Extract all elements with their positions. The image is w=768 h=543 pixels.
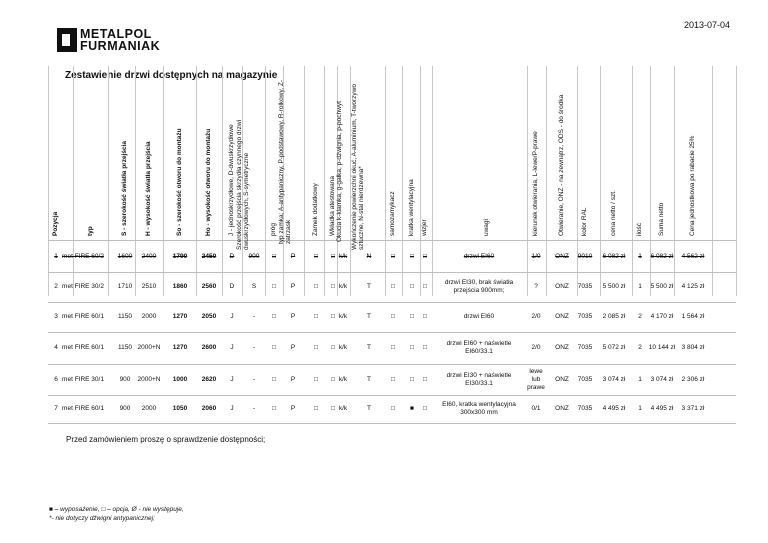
cell-dod: □ [314, 253, 318, 260]
cell-szer: - [252, 344, 256, 351]
cell-typ: met FIRE 60/2 [62, 253, 104, 260]
column-header: cena netto / szt. [610, 190, 617, 236]
cell-samo: □ [391, 344, 395, 351]
cell-ral: 7035 [577, 405, 593, 412]
cell-otw: ONZ [555, 313, 569, 320]
cell-S: 1600 [117, 253, 133, 260]
cell-wkl: □ [331, 405, 335, 412]
cell-szer: - [252, 376, 256, 383]
column-divider [527, 66, 528, 296]
cell-samo: □ [391, 405, 395, 412]
cell-Ho: 2620 [201, 376, 217, 383]
cell-So: 1790 [172, 253, 188, 260]
cell-prog: □ [272, 405, 276, 412]
cell-okucia: k/k [338, 376, 348, 383]
column-header: Suma netto [658, 202, 665, 236]
column-header: wizjer [421, 219, 428, 236]
cell-ilosc: 2 [638, 344, 642, 351]
cell-wkl: □ [331, 313, 335, 320]
column-divider [73, 66, 74, 296]
row-divider [48, 272, 736, 273]
cell-JD: J [230, 313, 234, 320]
cell-otw: ONZ [555, 376, 569, 383]
cell-S: 900 [119, 405, 131, 412]
column-header: J - jednoskrzydłowe, D-dwuskrzydłowe [228, 124, 235, 236]
cell-ral: 7035 [577, 313, 593, 320]
cell-kier: ? [534, 283, 538, 290]
cell-okucia: k/k [338, 405, 348, 412]
cell-H: 2000+N [137, 376, 161, 383]
cell-wkl: □ [331, 253, 335, 260]
cell-suma: 6 082 zł [650, 253, 674, 260]
column-header: Otwieranie, ONZ - na zewnątrz, ODS - do środka [558, 94, 565, 236]
cell-cena: 2 085 zł [602, 313, 626, 320]
cell-kier: 1/0 [531, 253, 541, 260]
cell-prog: □ [272, 376, 276, 383]
cell-suma: 4 170 zł [650, 313, 674, 320]
cell-wizjer: □ [423, 405, 427, 412]
cell-samo: □ [391, 283, 395, 290]
column-divider [402, 66, 403, 296]
cell-wyk: T [367, 283, 371, 290]
cell-ilosc: 1 [638, 283, 642, 290]
cell-otw: ONZ [555, 283, 569, 290]
cell-dod: □ [314, 344, 318, 351]
cell-ral: 7035 [577, 376, 593, 383]
cell-rabat: 1 564 zł [681, 313, 705, 320]
cell-JD: J [230, 405, 234, 412]
column-header: uwagi [483, 219, 490, 236]
column-divider [265, 66, 266, 296]
legend-line-2: *- nie dotyczy dźwigni antypanicznej; [49, 515, 155, 522]
cell-zamek: P [290, 405, 296, 412]
row-divider [48, 332, 736, 333]
cell-typ: met FIRE 30/1 [62, 376, 104, 383]
cell-Ho: 2060 [201, 405, 217, 412]
cell-S: 900 [119, 376, 131, 383]
column-header: Pozycja [52, 211, 59, 236]
cell-Ho: 2450 [201, 253, 217, 260]
cell-otw: ONZ [555, 344, 569, 351]
cell-okucia: k/k [338, 344, 348, 351]
cell-wizjer: □ [423, 313, 427, 320]
column-divider [135, 66, 136, 296]
cell-So: 1050 [172, 405, 188, 412]
column-header: Cena jednostkowa po rabacie 25% [689, 135, 696, 236]
column-header: Zamek dodatkowy [312, 183, 319, 236]
cell-suma: 10 144 zł [648, 344, 676, 351]
legend-line-1: ■ – wyposażenie, □ – opcja, Ø - nie występuje, [49, 506, 184, 513]
cell-ilosc: 1 [638, 405, 642, 412]
cell-ilosc: 1 [638, 253, 642, 260]
logo-line-1: METALPOL [80, 27, 152, 41]
column-divider [324, 66, 325, 296]
availability-note: Przed zamówieniem proszę o sprawdzenie dostępności; [66, 435, 266, 444]
cell-kier: lewe lub prawe [527, 368, 545, 391]
cell-uwagi: drzwi EI60 [463, 253, 495, 260]
column-divider [546, 66, 547, 296]
cell-So: 1860 [172, 283, 188, 290]
column-header: Okucia k-klamka, g-gałka, p-dźwignia, p-pochwyt [336, 101, 343, 242]
cell-dod: □ [314, 313, 318, 320]
logo-mark-icon [57, 28, 77, 52]
cell-okucia: k/k [338, 283, 348, 290]
cell-typ: met FIRE 30/2 [62, 283, 104, 290]
page-title: Zestawienie drzwi dostępnych na magazynie [65, 70, 278, 81]
column-divider [712, 66, 713, 296]
row-divider [48, 302, 736, 303]
cell-wkl: □ [331, 344, 335, 351]
row-divider [48, 423, 736, 424]
cell-rabat: 2 306 zł [681, 376, 705, 383]
column-header: próg [270, 222, 277, 236]
cell-zamek: P [290, 283, 296, 290]
column-divider [196, 66, 197, 296]
cell-ral: 9010 [577, 253, 593, 260]
column-header: H - wysokość światła przejścia [145, 141, 152, 236]
column-divider [577, 66, 578, 296]
column-header: S - szerokość światła przejścia [121, 140, 128, 236]
cell-szer: - [252, 405, 256, 412]
cell-wizjer: □ [423, 253, 427, 260]
cell-Ho: 2600 [201, 344, 217, 351]
column-divider [385, 66, 386, 296]
column-divider [48, 66, 49, 296]
cell-Ho: 2050 [201, 313, 217, 320]
cell-ilosc: 2 [638, 313, 642, 320]
cell-S: 1150 [118, 313, 132, 320]
cell-H: 2510 [141, 283, 157, 290]
cell-typ: met FIRE 60/1 [62, 405, 104, 412]
column-header: Ho - wysokość otworu do montażu [205, 128, 212, 236]
cell-rabat: 3 371 zł [681, 405, 705, 412]
cell-uwagi: drzwi EI30 + naświetle EI30/33.1 [446, 372, 512, 387]
cell-wkl: □ [331, 376, 335, 383]
cell-H: 2000+N [137, 344, 161, 351]
cell-ral: 7035 [577, 283, 593, 290]
cell-ral: 7035 [577, 344, 593, 351]
column-header: So - szerokość otworu do montażu [176, 128, 183, 236]
cell-cena: 6 082 zł [602, 253, 626, 260]
cell-prog: □ [272, 344, 276, 351]
cell-typ: met FIRE 60/1 [62, 344, 104, 351]
cell-okucia: k/k [338, 313, 348, 320]
column-divider [222, 66, 223, 296]
cell-wyk: T [367, 405, 371, 412]
column-header: typ [87, 226, 94, 236]
cell-So: 1270 [172, 313, 188, 320]
column-divider [108, 66, 109, 296]
column-header: samozamykacz [389, 191, 396, 236]
column-divider [600, 66, 601, 296]
cell-szer: 900 [248, 253, 260, 260]
report-date: 2013-07-04 [684, 20, 731, 30]
cell-zamek: P [290, 253, 296, 260]
cell-poz: 2 [54, 283, 58, 290]
column-divider [674, 66, 675, 296]
cell-ilosc: 1 [638, 376, 642, 383]
cell-suma: 3 074 zł [650, 376, 674, 383]
cell-prog: □ [272, 283, 276, 290]
cell-uwagi: drzwi EI60 [463, 313, 495, 320]
cell-So: 1000 [172, 376, 188, 383]
cell-S: 1150 [118, 344, 132, 351]
cell-poz: 3 [54, 313, 58, 320]
cell-poz: 7 [54, 405, 58, 412]
column-divider [432, 66, 433, 296]
cell-rabat: 4 125 zł [681, 283, 705, 290]
cell-rabat: 3 804 zł [681, 344, 705, 351]
cell-zamek: P [290, 313, 296, 320]
cell-kratka: ■ [410, 405, 414, 412]
column-divider [304, 66, 305, 296]
cell-szer: S [251, 283, 257, 290]
column-header: typ zamka; A-antypaniczny, P-podstawowy, R-rolkowy, Z-zatrzask [278, 80, 292, 244]
cell-kier: 2/0 [531, 344, 541, 351]
cell-samo: □ [391, 376, 395, 383]
cell-cena: 5 072 zł [602, 344, 626, 351]
column-divider [736, 66, 737, 296]
column-header: ilość [636, 222, 643, 236]
cell-suma: 5 500 zł [650, 283, 674, 290]
column-divider [632, 66, 633, 296]
column-header: kolor RAL [581, 207, 588, 236]
cell-kratka: □ [410, 376, 414, 383]
cell-uwagi: drzwi EI30, brak światła przejścia 900mm; [444, 279, 514, 294]
cell-wyk: N [366, 253, 372, 260]
cell-szer: - [252, 313, 256, 320]
cell-prog: □ [272, 253, 276, 260]
cell-typ: met FIRE 60/1 [62, 313, 104, 320]
cell-kratka: □ [410, 313, 414, 320]
cell-uwagi: EI60, kratka wentylacyjna 300x300 mm [442, 401, 516, 416]
column-header: Wykończenie powierzchni okuć, A-aluminium, T-tworzywo sztuczne, N-stal nierdzewna* [351, 84, 365, 250]
cell-poz: 1 [54, 253, 58, 260]
cell-kier: 0/1 [531, 405, 541, 412]
logo-line-2: FURMANIAK [80, 39, 161, 53]
column-header: Wkładka atestowana [329, 176, 336, 236]
row-divider [48, 364, 736, 365]
cell-JD: J [230, 344, 234, 351]
cell-wizjer: □ [423, 344, 427, 351]
cell-H: 2000 [141, 405, 157, 412]
cell-wizjer: □ [423, 283, 427, 290]
column-header: kratka wentylacyjna [408, 179, 415, 236]
cell-dod: □ [314, 283, 318, 290]
cell-wyk: T [367, 313, 371, 320]
cell-S: 1710 [117, 283, 133, 290]
row-divider [48, 395, 736, 396]
cell-samo: □ [391, 253, 395, 260]
cell-okucia: k/k [338, 253, 348, 260]
cell-Ho: 2560 [201, 283, 217, 290]
cell-JD: J [230, 376, 234, 383]
column-header: kierunek otwierania, L-lewe/P-prawe [532, 131, 539, 236]
cell-JD: D [229, 253, 235, 260]
cell-wkl: □ [331, 283, 335, 290]
cell-zamek: P [290, 376, 296, 383]
cell-zamek: P [290, 344, 296, 351]
cell-poz: 6 [54, 376, 58, 383]
cell-samo: □ [391, 313, 395, 320]
cell-H: 2000 [141, 313, 157, 320]
cell-prog: □ [272, 313, 276, 320]
cell-cena: 5 500 zł [602, 283, 626, 290]
column-divider [650, 66, 651, 296]
cell-dod: □ [314, 376, 318, 383]
cell-JD: D [229, 283, 235, 290]
cell-uwagi: drzwi EI60 + naświetle EI60/33.1 [446, 340, 512, 355]
cell-otw: ONZ [555, 253, 569, 260]
row-divider [48, 240, 736, 241]
column-header: Szerokość przejścia skrzydła czynnego drzwi dwuskrzydłowych, S-symetryczne [236, 119, 250, 250]
cell-suma: 4 495 zł [650, 405, 674, 412]
column-divider [163, 66, 164, 296]
cell-So: 1270 [172, 344, 188, 351]
cell-poz: 4 [54, 344, 58, 351]
legend [49, 505, 184, 523]
cell-H: 2400 [141, 253, 157, 260]
cell-kratka: □ [410, 253, 414, 260]
company-logo [57, 28, 192, 54]
cell-wyk: T [367, 376, 371, 383]
cell-wizjer: □ [423, 376, 427, 383]
cell-rabat: 4 562 zł [681, 253, 705, 260]
cell-wyk: T [367, 344, 371, 351]
cell-otw: ONZ [555, 405, 569, 412]
cell-dod: □ [314, 405, 318, 412]
cell-kratka: □ [410, 344, 414, 351]
cell-cena: 4 495 zł [602, 405, 626, 412]
cell-kratka: □ [410, 283, 414, 290]
cell-kier: 2/0 [531, 313, 541, 320]
cell-cena: 3 074 zł [602, 376, 626, 383]
